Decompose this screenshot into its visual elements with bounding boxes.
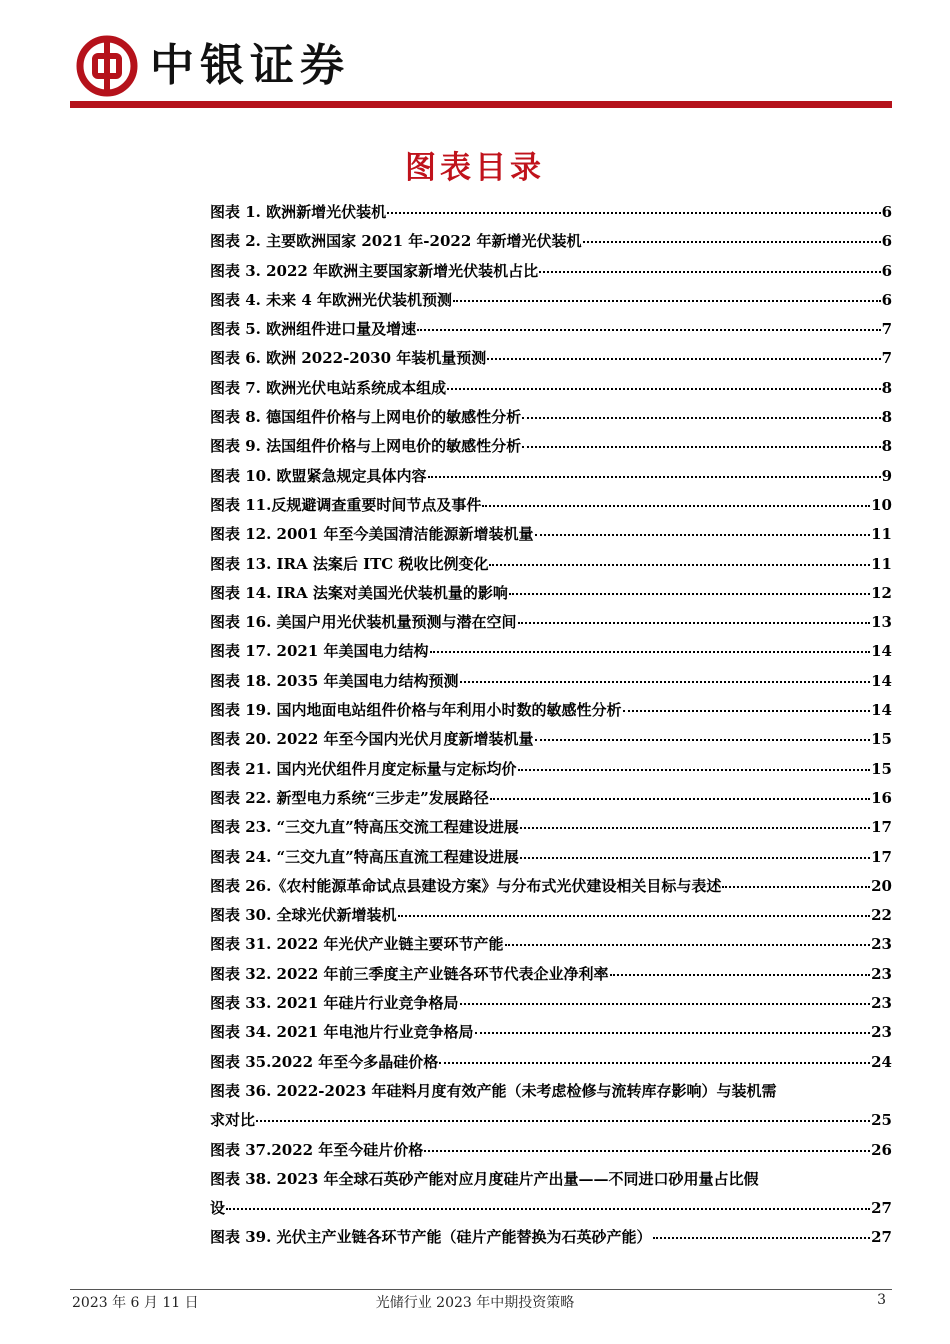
toc-entry[interactable] [210, 843, 892, 872]
toc-entry-page: 12 [871, 583, 892, 602]
toc-entry-page: 23 [871, 935, 892, 954]
toc-leader-dots [430, 651, 871, 653]
toc-entry-page: 17 [871, 818, 892, 837]
toc-leader-dots [447, 388, 880, 390]
toc-entry-label: 图表 3. 2022 年欧洲主要国家新增光伏装机占比 [210, 261, 539, 280]
toc-entry-page: 7 [881, 320, 892, 339]
toc-entry[interactable] [210, 872, 892, 901]
toc-entry-label: 图表 10. 欧盟紧急规定具体内容 [210, 466, 427, 485]
toc-entry[interactable] [210, 1165, 892, 1224]
toc-leader-dots [460, 681, 871, 683]
toc-entry[interactable] [210, 667, 892, 696]
toc-entry-page: 6 [881, 232, 892, 251]
footer-date: 2023 年 6 月 11 日 [72, 1295, 199, 1311]
toc-entry[interactable] [210, 491, 892, 520]
toc-entry-page: 15 [871, 759, 892, 778]
toc-leader-dots [535, 534, 871, 536]
toc-leader-dots [520, 827, 870, 829]
toc-leader-dots [520, 857, 870, 859]
toc-entry-label: 图表 13. IRA 法案后 ITC 税收比例变化 [210, 554, 489, 573]
toc-leader-dots [489, 564, 870, 566]
toc-entry-page: 14 [871, 701, 892, 720]
toc-entry[interactable] [210, 930, 892, 959]
toc-entry-label: 图表 16. 美国户用光伏装机量预测与潜在空间 [210, 613, 517, 632]
toc-entry-label: 图表 26.《农村能源革命试点县建设方案》与分布式光伏建设相关目标与表述 [210, 876, 722, 895]
toc-leader-dots [256, 1120, 870, 1122]
toc-leader-dots [518, 622, 871, 624]
toc-entry-label: 图表 2. 主要欧洲国家 2021 年-2022 年新增光伏装机 [210, 232, 582, 251]
toc-leader-dots [439, 1062, 870, 1064]
toc-entry-page: 27 [871, 1199, 892, 1218]
toc-entry-page: 14 [871, 671, 892, 690]
toc-entry-page: 23 [871, 964, 892, 983]
toc-entry-page: 6 [881, 261, 892, 280]
toc-entry-page: 7 [881, 349, 892, 368]
toc-leader-dots [539, 271, 880, 273]
toc-leader-dots [482, 505, 870, 507]
toc-entry-label: 图表 31. 2022 年光伏产业链主要环节产能 [210, 935, 504, 954]
toc-entry[interactable] [210, 286, 892, 315]
toc-entry-label: 图表 7. 欧洲光伏电站系统成本组成 [210, 378, 447, 397]
toc-leader-dots [653, 1237, 871, 1239]
toc-entry-page: 13 [871, 613, 892, 632]
toc-entry[interactable] [210, 520, 892, 549]
toc-entry-label: 图表 4. 未来 4 年欧洲光伏装机预测 [210, 290, 452, 309]
toc-entry[interactable] [210, 344, 892, 373]
footer-page-number: 3 [877, 1292, 886, 1308]
toc-entry-page: 25 [871, 1111, 892, 1130]
toc-entry-page: 22 [871, 906, 892, 925]
toc-entry-label: 图表 34. 2021 年电池片行业竞争格局 [210, 1023, 474, 1042]
toc-entry[interactable] [210, 813, 892, 842]
toc-leader-dots [518, 769, 871, 771]
toc-entry-page: 11 [871, 525, 892, 544]
toc-entry[interactable] [210, 198, 892, 227]
toc-entry[interactable] [210, 227, 892, 256]
toc-leader-dots [535, 739, 871, 741]
toc-entry-label: 图表 11.反规避调查重要时间节点及事件 [210, 495, 482, 514]
toc-entry-label: 图表 22. 新型电力系统“三步走”发展路径 [210, 788, 489, 807]
toc-leader-dots [487, 358, 880, 360]
toc-leader-dots [387, 212, 880, 214]
toc-entry-label: 图表 18. 2035 年美国电力结构预测 [210, 671, 459, 690]
toc-entry-label: 图表 14. IRA 法案对美国光伏装机量的影响 [210, 583, 508, 602]
toc-leader-dots [610, 974, 871, 976]
toc-entry[interactable] [210, 784, 892, 813]
toc-entry[interactable] [210, 696, 892, 725]
page-title: 图表目录 [405, 150, 545, 186]
toc-entry-label: 图表 33. 2021 年硅片行业竞争格局 [210, 994, 459, 1013]
toc-entry-label-continued: 设 [210, 1199, 226, 1218]
toc-entry-page: 11 [871, 554, 892, 573]
toc-leader-dots [460, 1003, 871, 1005]
toc-entry-label: 图表 12. 2001 年至今美国清洁能源新增装机量 [210, 525, 534, 544]
toc-entry-page: 20 [871, 876, 892, 895]
toc-entry-label: 图表 6. 欧洲 2022-2030 年装机量预测 [210, 349, 487, 368]
toc-leader-dots [522, 417, 880, 419]
toc-entry-label: 图表 1. 欧洲新增光伏装机 [210, 203, 387, 221]
toc-entry-page: 16 [871, 788, 892, 807]
toc-leader-dots [623, 710, 871, 712]
toc-leader-dots [398, 915, 871, 917]
toc-leader-dots [509, 593, 870, 595]
toc-entry-page: 6 [881, 290, 892, 309]
toc-entry[interactable] [210, 462, 892, 491]
toc-entry[interactable] [210, 960, 892, 989]
toc-leader-dots [417, 329, 880, 331]
table-of-contents [210, 198, 892, 1253]
toc-leader-dots [722, 886, 870, 888]
toc-entry[interactable] [210, 1048, 892, 1077]
toc-entry[interactable] [210, 315, 892, 344]
toc-entry-page: 8 [881, 437, 892, 456]
toc-entry-page: 6 [881, 203, 892, 221]
toc-leader-dots [424, 1150, 870, 1152]
toc-leader-dots [428, 476, 881, 478]
toc-entry-page: 10 [871, 495, 892, 514]
toc-entry-page: 8 [881, 378, 892, 397]
toc-entry-label: 图表 5. 欧洲组件进口量及增速 [210, 320, 417, 339]
toc-entry-label: 图表 8. 德国组件价格与上网电价的敏感性分析 [210, 408, 522, 427]
bank-of-china-logo-icon [75, 34, 139, 98]
toc-entry[interactable] [210, 725, 892, 754]
toc-entry-label: 图表 36. 2022-2023 年硅料月度有效产能（未考虑检修与流转库存影响）与装机需 [210, 1081, 777, 1100]
toc-leader-dots [505, 944, 871, 946]
toc-leader-dots [226, 1208, 870, 1210]
toc-entry[interactable] [210, 637, 892, 666]
page-header [0, 0, 950, 110]
toc-leader-dots [583, 241, 881, 243]
toc-entry-label: 图表 24. “三交九直”特高压直流工程建设进展 [210, 847, 519, 866]
toc-entry-page: 23 [871, 1023, 892, 1042]
toc-entry-label: 图表 19. 国内地面电站组件价格与年利用小时数的敏感性分析 [210, 701, 622, 720]
toc-entry-page: 23 [871, 994, 892, 1013]
brand-name: 中银证券 [150, 40, 350, 91]
toc-entry[interactable] [210, 989, 892, 1018]
toc-entry-page: 24 [871, 1052, 892, 1071]
toc-entry[interactable] [210, 550, 892, 579]
toc-entry-page: 17 [871, 847, 892, 866]
toc-entry-page: 15 [871, 730, 892, 749]
toc-entry[interactable] [210, 257, 892, 286]
toc-entry-label: 图表 38. 2023 年全球石英砂产能对应月度硅片产出量——不同进口砂用量占比假 [210, 1169, 759, 1188]
toc-entry-label: 图表 37.2022 年至今硅片价格 [210, 1140, 424, 1159]
toc-entry-label: 图表 23. “三交九直”特高压交流工程建设进展 [210, 818, 519, 837]
toc-entry[interactable] [210, 579, 892, 608]
toc-entry-page: 9 [881, 466, 892, 485]
toc-entry-label-continued: 求对比 [210, 1111, 256, 1130]
toc-entry-label: 图表 35.2022 年至今多晶硅价格 [210, 1052, 439, 1071]
toc-entry-page: 8 [881, 408, 892, 427]
toc-entry-label: 图表 9. 法国组件价格与上网电价的敏感性分析 [210, 437, 522, 456]
toc-entry-label: 图表 32. 2022 年前三季度主产业链各环节代表企业净利率 [210, 964, 609, 983]
toc-entry[interactable] [210, 1136, 892, 1165]
toc-entry-label: 图表 21. 国内光伏组件月度定标量与定标均价 [210, 759, 517, 778]
toc-leader-dots [490, 798, 870, 800]
toc-entry[interactable] [210, 374, 892, 403]
header-divider [70, 101, 892, 108]
toc-leader-dots [475, 1032, 871, 1034]
toc-entry[interactable] [210, 432, 892, 461]
toc-entry[interactable] [210, 1223, 892, 1252]
toc-entry[interactable] [210, 755, 892, 784]
toc-leader-dots [453, 300, 881, 302]
toc-entry[interactable] [210, 608, 892, 637]
footer-divider [70, 1289, 892, 1290]
footer-report-title: 光储行业 2023 年中期投资策略 [375, 1295, 575, 1311]
toc-entry-label: 图表 39. 光伏主产业链各环节产能（硅片产能替换为石英砂产能） [210, 1228, 652, 1247]
toc-entry[interactable] [210, 403, 892, 432]
toc-entry-page: 14 [871, 642, 892, 661]
toc-entry-page: 27 [871, 1228, 892, 1247]
toc-leader-dots [522, 446, 880, 448]
toc-entry-label: 图表 20. 2022 年至今国内光伏月度新增装机量 [210, 730, 534, 749]
toc-entry-label: 图表 30. 全球光伏新增装机 [210, 906, 397, 925]
toc-entry[interactable] [210, 1018, 892, 1047]
toc-entry-label: 图表 17. 2021 年美国电力结构 [210, 642, 429, 661]
toc-entry[interactable] [210, 1077, 892, 1136]
toc-entry-page: 26 [871, 1140, 892, 1159]
toc-entry[interactable] [210, 901, 892, 930]
